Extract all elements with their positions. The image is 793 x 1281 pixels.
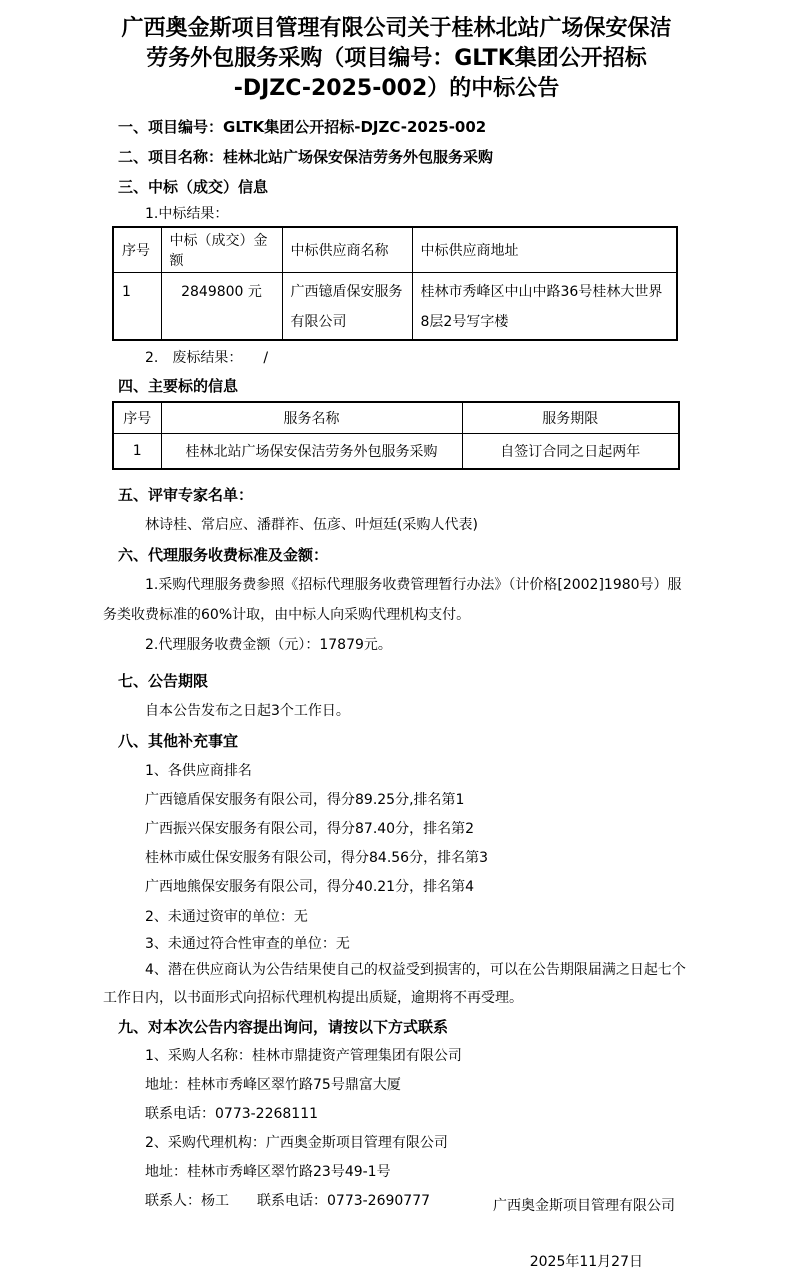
section-3-heading: 三、中标（成交）信息	[118, 178, 269, 196]
purchaser-address: 地址：桂林市秀峰区翠竹路75号鼎富大厦	[145, 1077, 401, 1093]
agency-contact-phone: 联系电话：0773-2690777	[257, 1193, 431, 1209]
bid-result-table	[112, 226, 678, 341]
footer-date: 2025年11月27日	[529, 1254, 643, 1270]
agency-name: 2、采购代理机构：广西奥金斯项目管理有限公司	[145, 1135, 448, 1151]
section-9-heading: 九、对本次公告内容提出询问，请按以下方式联系	[118, 1018, 449, 1036]
section-6-heading: 六、代理服务收费标准及金额：	[118, 546, 329, 564]
cell-service-term: 自签订合同之日起两年	[462, 434, 679, 470]
page-title	[103, 14, 690, 104]
expert-list: 林诗桂、常启应、潘群祚、伍彦、叶烜廷(采购人代表)	[145, 517, 478, 533]
header-cell-seq: 序号	[113, 402, 161, 434]
section-8-heading: 八、其他补充事宜	[118, 732, 239, 750]
title-line-1: 广西奥金斯项目管理有限公司关于桂林北站广场保安保洁	[121, 16, 672, 41]
section-5-heading: 五、评审专家名单：	[118, 486, 254, 504]
ranking-item-2: 广西振兴保安服务有限公司，得分87.40分，排名第2	[145, 821, 474, 837]
header-cell-seq: 序号	[113, 227, 161, 273]
agency-fee-amount: 2.代理服务收费金额（元）：17879元。	[145, 637, 392, 653]
abandoned-bid-label: 2. 废标结果： /	[145, 350, 269, 366]
section-1-project-number: 一、项目编号：GLTK集团公开招标-DJZC-2025-002	[118, 118, 487, 136]
header-cell-service-name: 服务名称	[161, 402, 462, 434]
failed-qualification-label: 2、未通过资审的单位：无	[145, 909, 308, 925]
purchaser-name: 1、采购人名称：桂林市鼎捷资产管理集团有限公司	[145, 1048, 462, 1064]
title-line-3: -DJZC-2025-002）的中标公告	[233, 76, 560, 101]
announcement-period: 自本公告发布之日起3个工作日。	[145, 703, 350, 719]
section-2-project-name: 二、项目名称：桂林北站广场保安保洁劳务外包服务采购	[118, 148, 494, 166]
section-7-heading: 七、公告期限	[118, 672, 209, 690]
objection-notice: 4、潜在供应商认为公告结果使自己的权益受到损害的，可以在公告期限届满之日起七个工作日内，以书面形式向招标代理机构提出质疑，逾期将不再受理。	[103, 962, 686, 1006]
cell-service-name: 桂林北站广场保安保洁劳务外包服务采购	[161, 434, 462, 470]
header-cell-supplier-name: 中标供应商名称	[282, 227, 412, 273]
header-cell-supplier-address: 中标供应商地址	[412, 227, 677, 273]
title-line-2: 劳务外包服务采购（项目编号：GLTK集团公开招标	[146, 46, 647, 71]
header-cell-amount: 中标（成交）金额	[161, 227, 282, 273]
header-cell-service-term: 服务期限	[462, 402, 679, 434]
cell-supplier-address: 桂林市秀峰区中山中路36号桂林大世界8层2号写字楼	[412, 273, 677, 341]
section-4-heading: 四、主要标的信息	[118, 377, 239, 395]
purchaser-phone: 联系电话：0773-2268111	[145, 1106, 319, 1122]
supplier-ranking-label: 1、各供应商排名	[145, 763, 252, 779]
bid-result-label: 1.中标结果：	[145, 206, 229, 222]
agency-fee-basis: 1.采购代理服务费参照《招标代理服务收费管理暂行办法》（计价格[2002]1980号）服务类收费标准的60%计取，由中标人向采购代理机构支付。	[103, 577, 682, 623]
cell-seq: 1	[113, 273, 161, 341]
ranking-item-4: 广西地熊保安服务有限公司，得分40.21分，排名第4	[145, 879, 474, 895]
footer-company-signature: 广西奥金斯项目管理有限公司	[493, 1198, 675, 1214]
cell-seq: 1	[113, 434, 161, 470]
ranking-item-3: 桂林市威仕保安服务有限公司，得分84.56分，排名第3	[145, 850, 488, 866]
table-row	[113, 273, 677, 341]
table-header-row	[113, 402, 679, 434]
table-row	[113, 434, 679, 470]
table-header-row	[113, 227, 677, 273]
failed-conformity-label: 3、未通过符合性审查的单位：无	[145, 936, 350, 952]
main-subject-table	[112, 401, 680, 470]
cell-supplier-name: 广西镱盾保安服务有限公司	[282, 273, 412, 341]
agency-address: 地址：桂林市秀峰区翠竹路23号49-1号	[145, 1164, 391, 1180]
cell-amount: 2849800 元	[161, 273, 282, 341]
agency-contact-person: 联系人：杨工	[145, 1193, 229, 1209]
ranking-item-1: 广西镱盾保安服务有限公司，得分89.25分,排名第1	[145, 792, 465, 808]
